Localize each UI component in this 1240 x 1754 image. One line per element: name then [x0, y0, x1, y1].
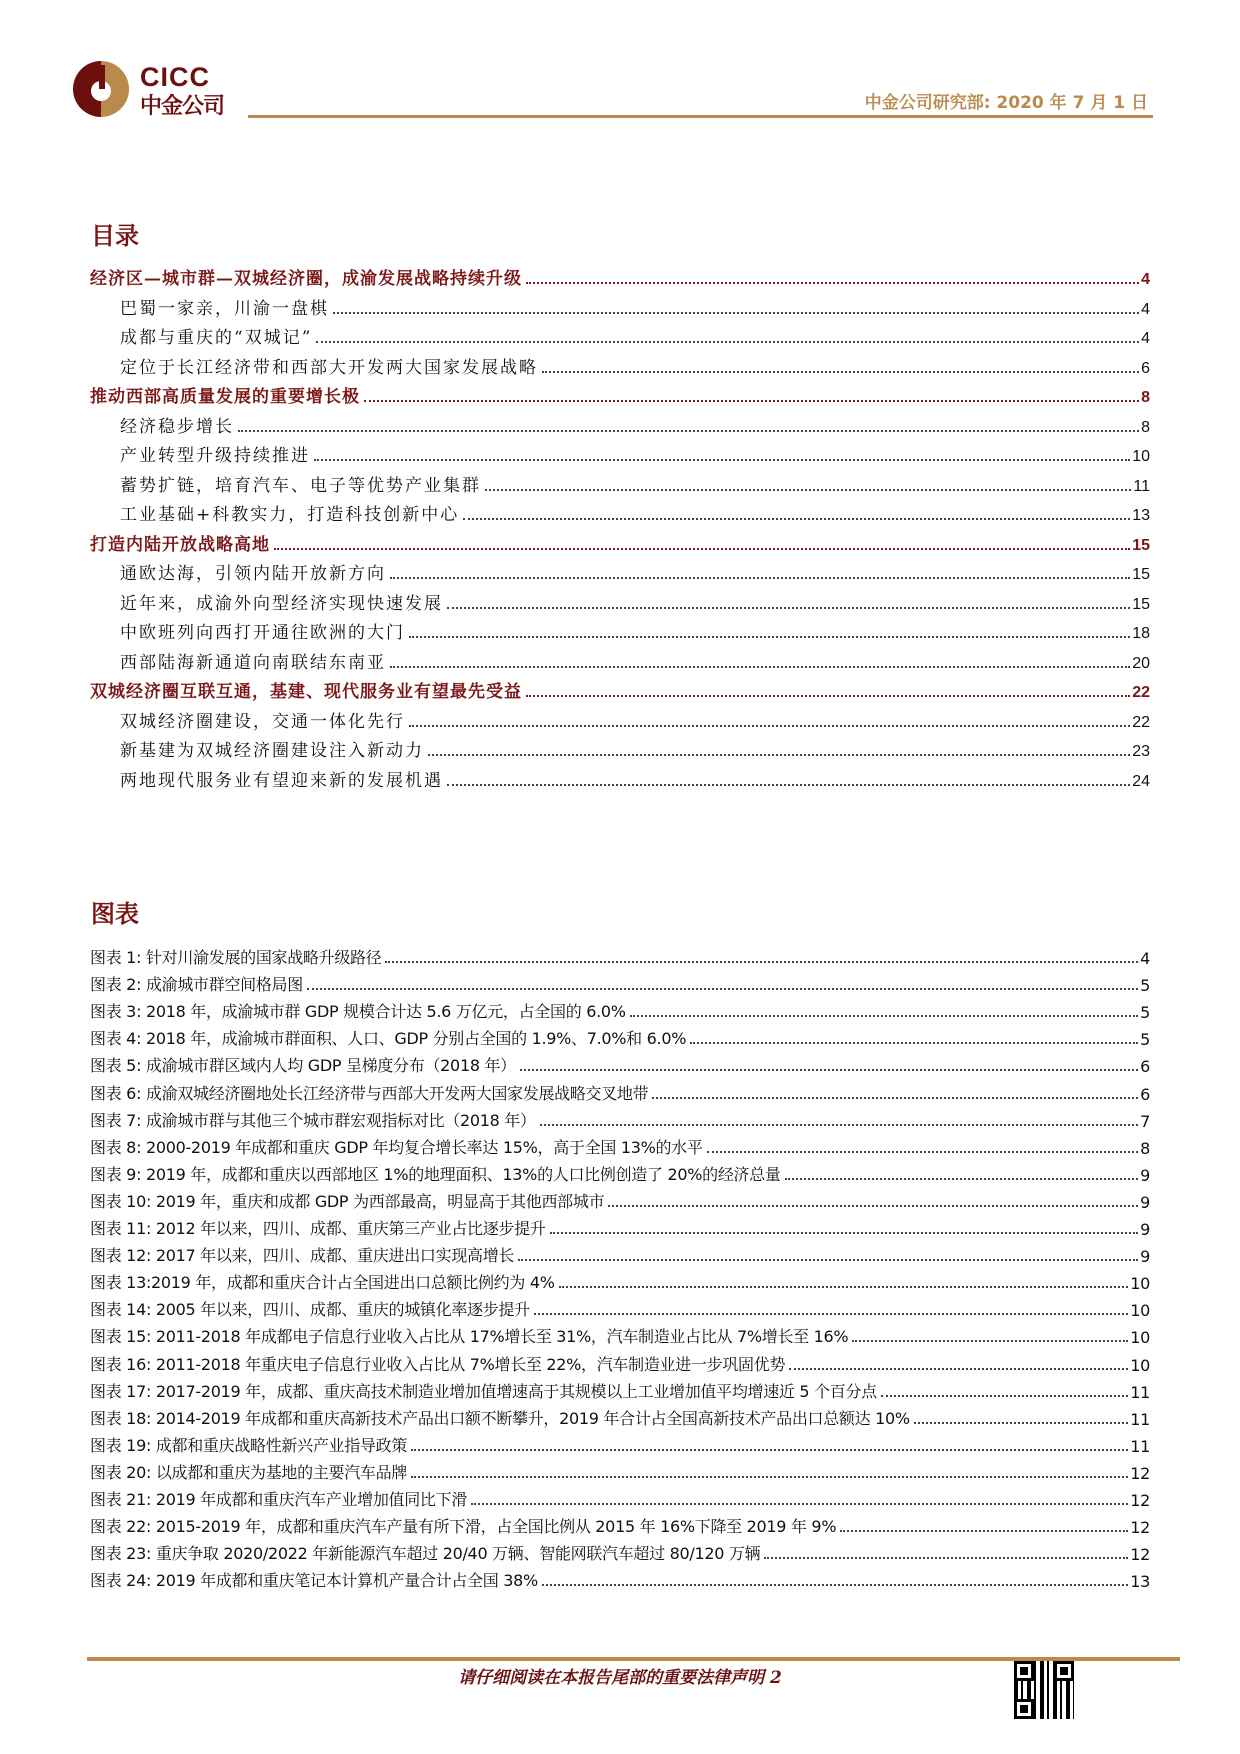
dot-leader — [518, 1259, 1138, 1261]
dot-leader — [333, 312, 1139, 314]
entry-page: 9 — [1140, 1192, 1150, 1212]
entry-page: 12 — [1130, 1463, 1150, 1483]
entry-page: 18 — [1132, 625, 1150, 642]
dot-leader — [559, 1286, 1129, 1288]
figure-list-item[interactable] — [90, 946, 1150, 968]
toc-subsection-link[interactable] — [120, 297, 1150, 319]
dot-leader — [630, 1015, 1138, 1017]
entry-label: 中欧班列向西打开通往欧洲的大门 — [120, 623, 405, 643]
dot-leader — [385, 961, 1138, 963]
dot-leader — [314, 459, 1130, 461]
dot-leader — [274, 548, 1130, 550]
entry-label: 通欧达海，引领内陆开放新方向 — [120, 564, 386, 584]
figure-list-item[interactable] — [90, 1325, 1150, 1347]
toc-subsection-link[interactable] — [120, 503, 1150, 525]
dot-leader — [411, 1449, 1128, 1451]
entry-page: 9 — [1140, 1247, 1150, 1267]
dot-leader — [526, 282, 1139, 284]
entry-page: 8 — [1141, 418, 1150, 436]
dot-leader — [520, 1069, 1138, 1071]
dot-leader — [390, 666, 1130, 668]
dot-leader — [840, 1530, 1128, 1532]
entry-label: 双城经济圈互联互通，基建、现代服务业有望最先受益 — [90, 682, 522, 702]
entry-page: 11 — [1130, 1436, 1150, 1456]
entry-page: 4 — [1140, 949, 1150, 968]
entry-label: 图表 16: 2011-2018 年重庆电子信息行业收入占比从 7%增长至 22%，汽车制造业进一步巩固优势 — [90, 1354, 786, 1374]
entry-label: 图表 4: 2018 年，成渝城市群面积、人口、GDP 分别占全国的 1.9%、7.0%和 6.0% — [90, 1029, 687, 1049]
dot-leader — [690, 1042, 1138, 1044]
figure-list-item[interactable] — [90, 1244, 1150, 1266]
entry-page: 5 — [1140, 1030, 1150, 1050]
entry-page: 13 — [1132, 507, 1150, 524]
entry-page: 11 — [1130, 1382, 1150, 1402]
cicc-logo-icon — [73, 61, 129, 117]
entry-label: 图表 21: 2019 年成都和重庆汽车产业增加值同比下滑 — [90, 1490, 468, 1509]
toc-subsection-link[interactable] — [120, 415, 1150, 437]
figure-list-item[interactable] — [90, 1461, 1150, 1483]
dot-leader — [307, 988, 1138, 990]
dot-leader — [608, 1205, 1138, 1207]
figure-list-item[interactable] — [90, 1136, 1150, 1158]
entry-page: 10 — [1130, 1355, 1150, 1375]
dot-leader — [789, 1368, 1128, 1370]
entry-page: 20 — [1132, 654, 1150, 672]
entry-label: 图表 24: 2019 年成都和重庆笔记本计算机产量合计占全国 38% — [90, 1571, 538, 1591]
dot-leader — [238, 430, 1139, 432]
entry-label: 蓄势扩链，培育汽车、电子等优势产业集群 — [120, 475, 481, 496]
entry-page: 6 — [1140, 1057, 1150, 1077]
figure-list-item[interactable] — [90, 1353, 1150, 1375]
entry-page: 12 — [1130, 1491, 1150, 1510]
figure-list-item[interactable] — [90, 1488, 1150, 1510]
entry-page: 22 — [1132, 684, 1150, 701]
dot-leader — [409, 636, 1130, 638]
entry-label: 定位于长江经济带和西部大开发两大国家发展战略 — [120, 357, 538, 378]
entry-page: 10 — [1130, 1328, 1150, 1348]
toc-section-link[interactable] — [90, 267, 1150, 289]
toc-subsection-link[interactable] — [120, 444, 1150, 466]
entry-label: 图表 2: 成渝城市群空间格局图 — [90, 975, 303, 995]
entry-page: 6 — [1141, 359, 1150, 377]
dot-leader — [707, 1151, 1139, 1153]
entry-page: 6 — [1140, 1084, 1150, 1104]
dot-leader — [542, 371, 1139, 373]
toc-section-link[interactable] — [90, 680, 1150, 702]
figure-list-item[interactable] — [90, 1082, 1150, 1104]
entry-page: 8 — [1141, 389, 1150, 406]
entry-label: 图表 8: 2000-2019 年成都和重庆 GDP 年均复合增长率达 15%，高于全国 13%的水平 — [90, 1137, 703, 1157]
toc-subsection-link[interactable] — [120, 356, 1150, 378]
entry-page: 9 — [1140, 1220, 1150, 1239]
dot-leader — [364, 400, 1139, 402]
entry-page: 15 — [1132, 595, 1150, 613]
dot-leader — [550, 1232, 1139, 1234]
dot-leader — [881, 1395, 1128, 1397]
entry-label: 打造内陆开放战略高地 — [90, 534, 270, 555]
figure-list-item[interactable] — [90, 1407, 1150, 1429]
figure-list-item[interactable] — [90, 1298, 1150, 1320]
entry-page: 12 — [1130, 1545, 1150, 1565]
dot-leader — [411, 1476, 1128, 1478]
dot-leader — [542, 1584, 1128, 1586]
entry-page: 5 — [1140, 1003, 1150, 1023]
entry-page: 11 — [1130, 1409, 1150, 1429]
header-date: 中金公司研究部: 2020 年 7 月 1 日 — [864, 93, 1148, 113]
figure-list-item[interactable] — [90, 1271, 1150, 1293]
entry-label: 图表 6: 成渝双城经济圈地处长江经济带与西部大开发两大国家发展战略交叉地带 — [90, 1083, 649, 1103]
dot-leader — [526, 695, 1130, 697]
figure-list-item[interactable] — [90, 1163, 1150, 1185]
entry-label: 图表 20: 以成都和重庆为基地的主要汽车品牌 — [90, 1462, 408, 1482]
entry-page: 11 — [1133, 477, 1150, 495]
entry-page: 23 — [1132, 743, 1150, 760]
figure-list-item[interactable] — [90, 973, 1150, 995]
entry-label: 图表 14: 2005 年以来，四川、成都、重庆的城镇化率逐步提升 — [90, 1300, 530, 1320]
toc-title: 目录 — [91, 221, 139, 250]
entry-label: 图表 7: 成渝城市群与其他三个城市群宏观指标对比（2018 年） — [90, 1110, 536, 1130]
logo-text-en: CICC — [140, 62, 210, 92]
entry-page: 4 — [1141, 271, 1150, 288]
entry-label: 图表 10: 2019 年，重庆和成都 GDP 为西部最高，明显高于其他西部城市 — [90, 1191, 605, 1211]
dot-leader — [471, 1503, 1128, 1505]
dot-leader — [409, 725, 1130, 727]
entry-page: 9 — [1140, 1165, 1150, 1185]
entry-label: 图表 5: 成渝城市群区域内人均 GDP 呈梯度分布（2018 年） — [90, 1056, 516, 1076]
entry-label: 成都与重庆的“双城记” — [120, 328, 313, 348]
entry-label: 两地现代服务业有望迎来新的发展机遇 — [120, 770, 443, 791]
toc-subsection-link[interactable] — [120, 326, 1150, 348]
dot-leader — [785, 1178, 1138, 1180]
entry-label: 双城经济圈建设，交通一体化先行 — [120, 711, 405, 732]
entry-page: 10 — [1132, 448, 1150, 465]
entry-page: 13 — [1130, 1572, 1150, 1592]
entry-page: 24 — [1132, 772, 1150, 790]
entry-label: 经济稳步增长 — [120, 416, 234, 437]
entry-page: 12 — [1130, 1518, 1150, 1538]
toc-subsection-link[interactable] — [120, 769, 1150, 791]
toc-subsection-link[interactable] — [120, 562, 1150, 584]
dot-leader — [914, 1422, 1128, 1424]
entry-page: 22 — [1132, 713, 1150, 731]
figure-list-item[interactable] — [90, 1000, 1150, 1022]
toc-subsection-link[interactable] — [120, 710, 1150, 732]
entry-label: 图表 11: 2012 年以来，四川、成都、重庆第三产业占比逐步提升 — [90, 1219, 546, 1238]
entry-label: 图表 15: 2011-2018 年成都电子信息行业收入占比从 17%增长至 31%，汽车制造业占比从 7%增长至 16% — [90, 1327, 849, 1347]
entry-label: 工业基础+科教实力，打造科技创新中心 — [120, 505, 460, 525]
entry-page: 4 — [1141, 330, 1150, 347]
figure-list-item[interactable] — [90, 1027, 1150, 1049]
figure-list-item[interactable] — [90, 1542, 1150, 1564]
entry-label: 巴蜀一家亲，川渝一盘棋 — [120, 298, 329, 319]
entry-page: 4 — [1141, 300, 1150, 318]
toc-section-link[interactable] — [90, 533, 1150, 555]
logo-text-cn: 中金公司 — [140, 94, 225, 119]
dot-leader — [764, 1557, 1128, 1559]
entry-label: 经济区—城市群—双城经济圈，成渝发展战略持续升级 — [90, 269, 522, 289]
dot-leader — [485, 489, 1131, 491]
entry-page: 5 — [1140, 976, 1150, 996]
figure-list-item[interactable] — [90, 1380, 1150, 1402]
entry-label: 图表 3: 2018 年，成渝城市群 GDP 规模合计达 5.6 万亿元，占全国的 6.0% — [90, 1002, 626, 1022]
figures-title: 图表 — [91, 899, 139, 928]
figure-list-item[interactable] — [90, 1515, 1150, 1537]
figure-list-item[interactable] — [90, 1109, 1150, 1131]
dot-leader — [652, 1097, 1138, 1099]
figure-list-item[interactable] — [90, 1054, 1150, 1076]
entry-label: 图表 17: 2017-2019 年，成都、重庆高技术制造业增加值增速高于其规模以上工业增加值平均增速近 5 个百分点 — [90, 1381, 877, 1401]
entry-label: 西部陆海新通道向南联结东南亚 — [120, 652, 386, 673]
header-divider — [248, 115, 1153, 118]
entry-label: 图表 18: 2014-2019 年成都和重庆高新技术产品出口额不断攀升，2019 年合计占全国高新技术产品出口总额达 10% — [90, 1408, 910, 1428]
dot-leader — [852, 1340, 1128, 1342]
dot-leader — [463, 518, 1130, 520]
toc-subsection-link[interactable] — [120, 621, 1150, 643]
figure-list-item[interactable] — [90, 1434, 1150, 1456]
qr-code-icon — [1014, 1661, 1074, 1719]
entry-label: 图表 12: 2017 年以来，四川、成都、重庆进出口实现高增长 — [90, 1246, 515, 1266]
entry-label: 图表 19: 成都和重庆战略性新兴产业指导政策 — [90, 1435, 408, 1455]
dot-leader — [316, 341, 1139, 343]
entry-label: 近年来，成渝外向型经济实现快速发展 — [120, 593, 443, 614]
entry-label: 图表 1: 针对川渝发展的国家战略升级路径 — [90, 948, 382, 967]
entry-label: 推动西部高质量发展的重要增长极 — [90, 387, 360, 407]
toc-subsection-link[interactable] — [120, 592, 1150, 614]
toc-subsection-link[interactable] — [120, 474, 1150, 496]
footer-disclaimer: 请仔细阅读在本报告尾部的重要法律声明 2 — [458, 1668, 782, 1688]
entry-page: 15 — [1132, 536, 1150, 554]
figure-list-item[interactable] — [90, 1569, 1150, 1591]
toc-subsection-link[interactable] — [120, 739, 1150, 761]
entry-label: 图表 22: 2015-2019 年，成都和重庆汽车产量有所下滑，占全国比例从 2015 年 16%下降至 2019 年 9% — [90, 1517, 837, 1537]
entry-label: 图表 13:2019 年，成都和重庆合计占全国进出口总额比例约为 4% — [90, 1273, 555, 1293]
dot-leader — [390, 577, 1130, 579]
figure-list-item[interactable] — [90, 1217, 1150, 1239]
dot-leader — [428, 754, 1130, 756]
dot-leader — [540, 1124, 1138, 1126]
entry-page: 10 — [1130, 1274, 1150, 1294]
dot-leader — [447, 607, 1130, 609]
entry-page: 8 — [1140, 1138, 1150, 1158]
entry-label: 图表 9: 2019 年，成都和重庆以西部地区 1%的地理面积、13%的人口比例创造了 20%的经济总量 — [90, 1164, 781, 1184]
entry-label: 新基建为双城经济圈建设注入新动力 — [120, 741, 424, 761]
dot-leader — [447, 784, 1130, 786]
entry-page: 15 — [1132, 566, 1150, 583]
dot-leader — [534, 1313, 1128, 1315]
toc-subsection-link[interactable] — [120, 651, 1150, 673]
figure-list-item[interactable] — [90, 1190, 1150, 1212]
entry-page: 7 — [1140, 1111, 1150, 1131]
toc-section-link[interactable] — [90, 385, 1150, 407]
entry-label: 产业转型升级持续推进 — [120, 446, 310, 466]
entry-page: 10 — [1130, 1301, 1150, 1321]
entry-label: 图表 23: 重庆争取 2020/2022 年新能源汽车超过 20/40 万辆、智能网联汽车超过 80/120 万辆 — [90, 1544, 761, 1564]
